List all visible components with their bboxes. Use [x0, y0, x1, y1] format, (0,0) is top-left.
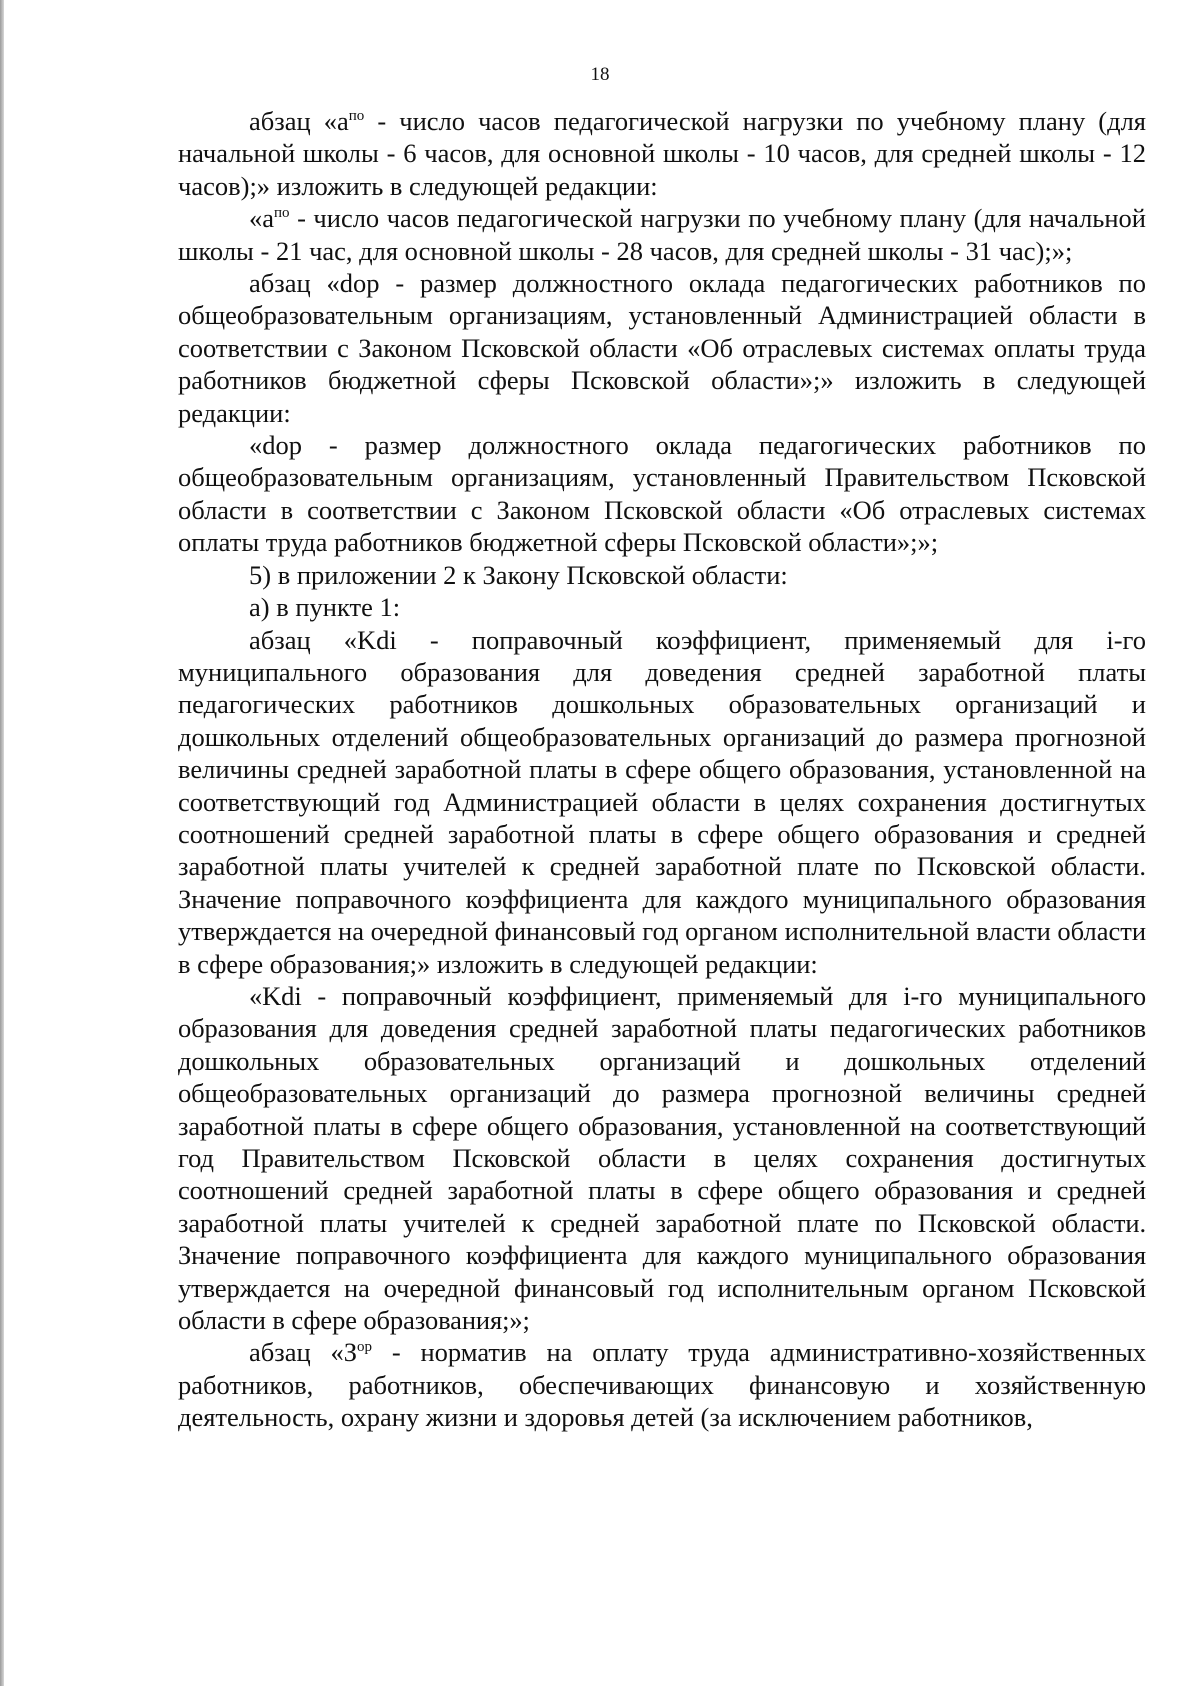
paragraph-3	[178, 267, 1146, 429]
paragraph-text: абзац «a	[249, 106, 349, 136]
paragraph-text: 5) в приложении 2 к Закону Псковской области:	[249, 559, 788, 590]
paragraph-7	[178, 624, 1146, 980]
paragraph-8	[178, 980, 1146, 1336]
paragraph-text: абзац «З	[249, 1337, 357, 1368]
paragraph-text: - число часов педагогической нагрузки по учебному плану (для начальной школы - 6 часов, для основной школы - 10 часов, для средней школы - 12 часов);» изложить в следующей редакции:	[178, 106, 1146, 201]
document-body	[178, 105, 1146, 1434]
paragraph-text: а) в пункте 1:	[249, 592, 401, 623]
paragraph-text: - норматив на оплату труда административно-хозяйственных работников, работников, обеспечивающих финансовую и хозяйственную деятельность, охрану жизни и здоровья детей (за исключением работников,	[178, 1337, 1146, 1433]
paragraph-text: абзац «Kdi - поправочный коэффициент, применяемый для i-го муниципального образования для доведения средней заработной платы педагогических работников дошкольных образовательных организаций и дошкольных отделений общеобразовательных организаций до размера прогнозной величины средней заработной платы в сфере общего образования, установленной на соответствующий год Администрацией области в целях сохранения достигнутых соотношений средней заработной платы в сфере общего образования и средней заработной платы учителей к средней заработной плате по Псковской области. Значение поправочного коэффициента для каждого муниципального образования утверждается на очередной финансовый год органом исполнительной власти области в сфере образования;» изложить в следующей редакции:	[178, 624, 1146, 979]
superscript-index: по	[348, 108, 365, 124]
page-number: 18	[590, 64, 610, 85]
paragraph-text: абзац «dop - размер должностного оклада педагогических работников по общеобразовательным организациям, установленный Администрацией области в соответствии с Законом Псковской области «Об отраслевых системах оплаты труда работников бюджетной сферы Псковской области»;» изложить в следующей редакции:	[178, 268, 1146, 428]
paragraph-1	[178, 105, 1146, 202]
paragraph-6	[178, 591, 1146, 623]
superscript-index: ор	[357, 1339, 372, 1356]
paragraph-9	[178, 1336, 1146, 1433]
paragraph-text: «Kdi - поправочный коэффициент, применяемый для i-го муниципального образования для доведения средней заработной платы педагогических работников дошкольных образовательных организаций и дошкольных отделений общеобразовательных организаций до размера прогнозной величины средней заработной платы в сфере общего образования, установленной на соответствующий год Правительством Псковской области в целях сохранения достигнутых соотношений средней заработной платы в сфере общего образования и средней заработной платы учителей к средней заработной плате по Псковской области. Значение поправочного коэффициента для каждого муниципального образования утверждается на очередной финансовый год исполнительным органом Псковской области в сфере образования;»;	[178, 980, 1146, 1336]
paragraph-text: «a	[249, 203, 275, 234]
paragraph-text: «dop - размер должностного оклада педагогических работников по общеобразовательным организациям, установленный Правительством Псковской области в соответствии с Законом Псковской области «Об отраслевых системах оплаты труда работников бюджетной сферы Псковской области»;»;	[178, 430, 1146, 558]
paragraph-5	[178, 559, 1146, 591]
superscript-index: по	[274, 205, 290, 222]
paragraph-text: - число часов педагогической нагрузки по учебному плану (для начальной школы - 21 час, для основной школы - 28 часов, для средней школы - 31 час);»;	[178, 203, 1146, 266]
paragraph-4	[178, 429, 1146, 559]
paragraph-2	[178, 202, 1146, 267]
